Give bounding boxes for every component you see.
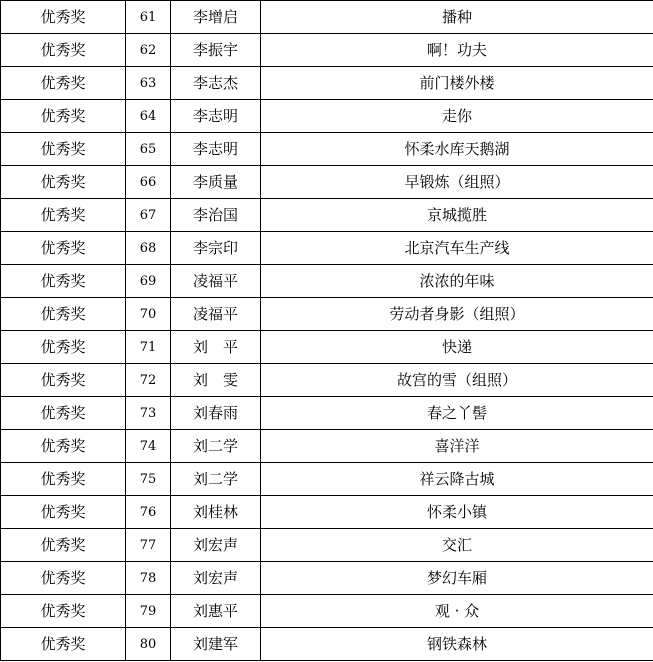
number-cell: 63 [126, 67, 171, 100]
title-cell: 早锻炼（组照） [261, 166, 653, 199]
table-row [1, 562, 653, 595]
number-cell: 73 [126, 397, 171, 430]
award-cell: 优秀奖 [1, 463, 126, 496]
award-cell: 优秀奖 [1, 232, 126, 265]
author-cell: 李增启 [171, 1, 261, 34]
title-cell: 祥云降古城 [261, 463, 653, 496]
number-cell: 76 [126, 496, 171, 529]
number-cell: 78 [126, 562, 171, 595]
title-cell: 啊！功夫 [261, 34, 653, 67]
award-cell: 优秀奖 [1, 100, 126, 133]
award-cell: 优秀奖 [1, 1, 126, 34]
award-cell: 优秀奖 [1, 67, 126, 100]
author-cell: 李宗印 [171, 232, 261, 265]
number-cell: 71 [126, 331, 171, 364]
number-cell: 70 [126, 298, 171, 331]
number-cell: 65 [126, 133, 171, 166]
author-cell: 刘 雯 [171, 364, 261, 397]
number-cell: 77 [126, 529, 171, 562]
award-cell: 优秀奖 [1, 496, 126, 529]
award-cell: 优秀奖 [1, 298, 126, 331]
award-cell: 优秀奖 [1, 199, 126, 232]
award-cell: 优秀奖 [1, 628, 126, 661]
author-cell: 刘惠平 [171, 595, 261, 628]
number-cell: 69 [126, 265, 171, 298]
title-cell: 怀柔小镇 [261, 496, 653, 529]
title-cell: 喜洋洋 [261, 430, 653, 463]
author-cell: 凌福平 [171, 265, 261, 298]
award-cell: 优秀奖 [1, 595, 126, 628]
author-cell: 李志明 [171, 133, 261, 166]
title-cell: 春之丫髻 [261, 397, 653, 430]
table-row [1, 1, 653, 34]
title-cell: 前门楼外楼 [261, 67, 653, 100]
title-cell: 京城揽胜 [261, 199, 653, 232]
author-cell: 李质量 [171, 166, 261, 199]
author-cell: 刘二学 [171, 463, 261, 496]
title-cell: 梦幻车厢 [261, 562, 653, 595]
award-cell: 优秀奖 [1, 331, 126, 364]
title-cell: 怀柔水库天鹅湖 [261, 133, 653, 166]
number-cell: 62 [126, 34, 171, 67]
table-row [1, 100, 653, 133]
title-cell: 劳动者身影（组照） [261, 298, 653, 331]
table-row [1, 430, 653, 463]
number-cell: 61 [126, 1, 171, 34]
award-cell: 优秀奖 [1, 34, 126, 67]
award-cell: 优秀奖 [1, 166, 126, 199]
title-cell: 播种 [261, 1, 653, 34]
number-cell: 75 [126, 463, 171, 496]
award-cell: 优秀奖 [1, 529, 126, 562]
author-cell: 凌福平 [171, 298, 261, 331]
table-row [1, 67, 653, 100]
table-row [1, 331, 653, 364]
author-cell: 刘春雨 [171, 397, 261, 430]
award-cell: 优秀奖 [1, 562, 126, 595]
table-row [1, 397, 653, 430]
table-row [1, 496, 653, 529]
table-row [1, 529, 653, 562]
number-cell: 68 [126, 232, 171, 265]
number-cell: 72 [126, 364, 171, 397]
author-cell: 李振宇 [171, 34, 261, 67]
author-cell: 刘桂林 [171, 496, 261, 529]
title-cell: 快递 [261, 331, 653, 364]
author-cell: 李志明 [171, 100, 261, 133]
number-cell: 67 [126, 199, 171, 232]
table-row [1, 298, 653, 331]
author-cell: 李志杰 [171, 67, 261, 100]
number-cell: 64 [126, 100, 171, 133]
author-cell: 刘宏声 [171, 529, 261, 562]
table-row [1, 364, 653, 397]
number-cell: 66 [126, 166, 171, 199]
table-row [1, 595, 653, 628]
table-row [1, 463, 653, 496]
author-cell: 刘宏声 [171, 562, 261, 595]
number-cell: 79 [126, 595, 171, 628]
title-cell: 交汇 [261, 529, 653, 562]
author-cell: 刘二学 [171, 430, 261, 463]
table-row [1, 265, 653, 298]
title-cell: 故宫的雪（组照） [261, 364, 653, 397]
title-cell: 浓浓的年味 [261, 265, 653, 298]
author-cell: 李治国 [171, 199, 261, 232]
award-cell: 优秀奖 [1, 397, 126, 430]
award-cell: 优秀奖 [1, 364, 126, 397]
author-cell: 刘 平 [171, 331, 261, 364]
award-cell: 优秀奖 [1, 430, 126, 463]
table-row [1, 34, 653, 67]
title-cell: 走你 [261, 100, 653, 133]
title-cell: 观 · 众 [261, 595, 653, 628]
author-cell: 刘建军 [171, 628, 261, 661]
table-row [1, 628, 653, 661]
award-cell: 优秀奖 [1, 265, 126, 298]
table-row [1, 232, 653, 265]
title-cell: 钢铁森林 [261, 628, 653, 661]
table-row [1, 166, 653, 199]
award-cell: 优秀奖 [1, 133, 126, 166]
title-cell: 北京汽车生产线 [261, 232, 653, 265]
table-row [1, 133, 653, 166]
number-cell: 80 [126, 628, 171, 661]
number-cell: 74 [126, 430, 171, 463]
table-row [1, 199, 653, 232]
awards-table-body [1, 1, 653, 661]
